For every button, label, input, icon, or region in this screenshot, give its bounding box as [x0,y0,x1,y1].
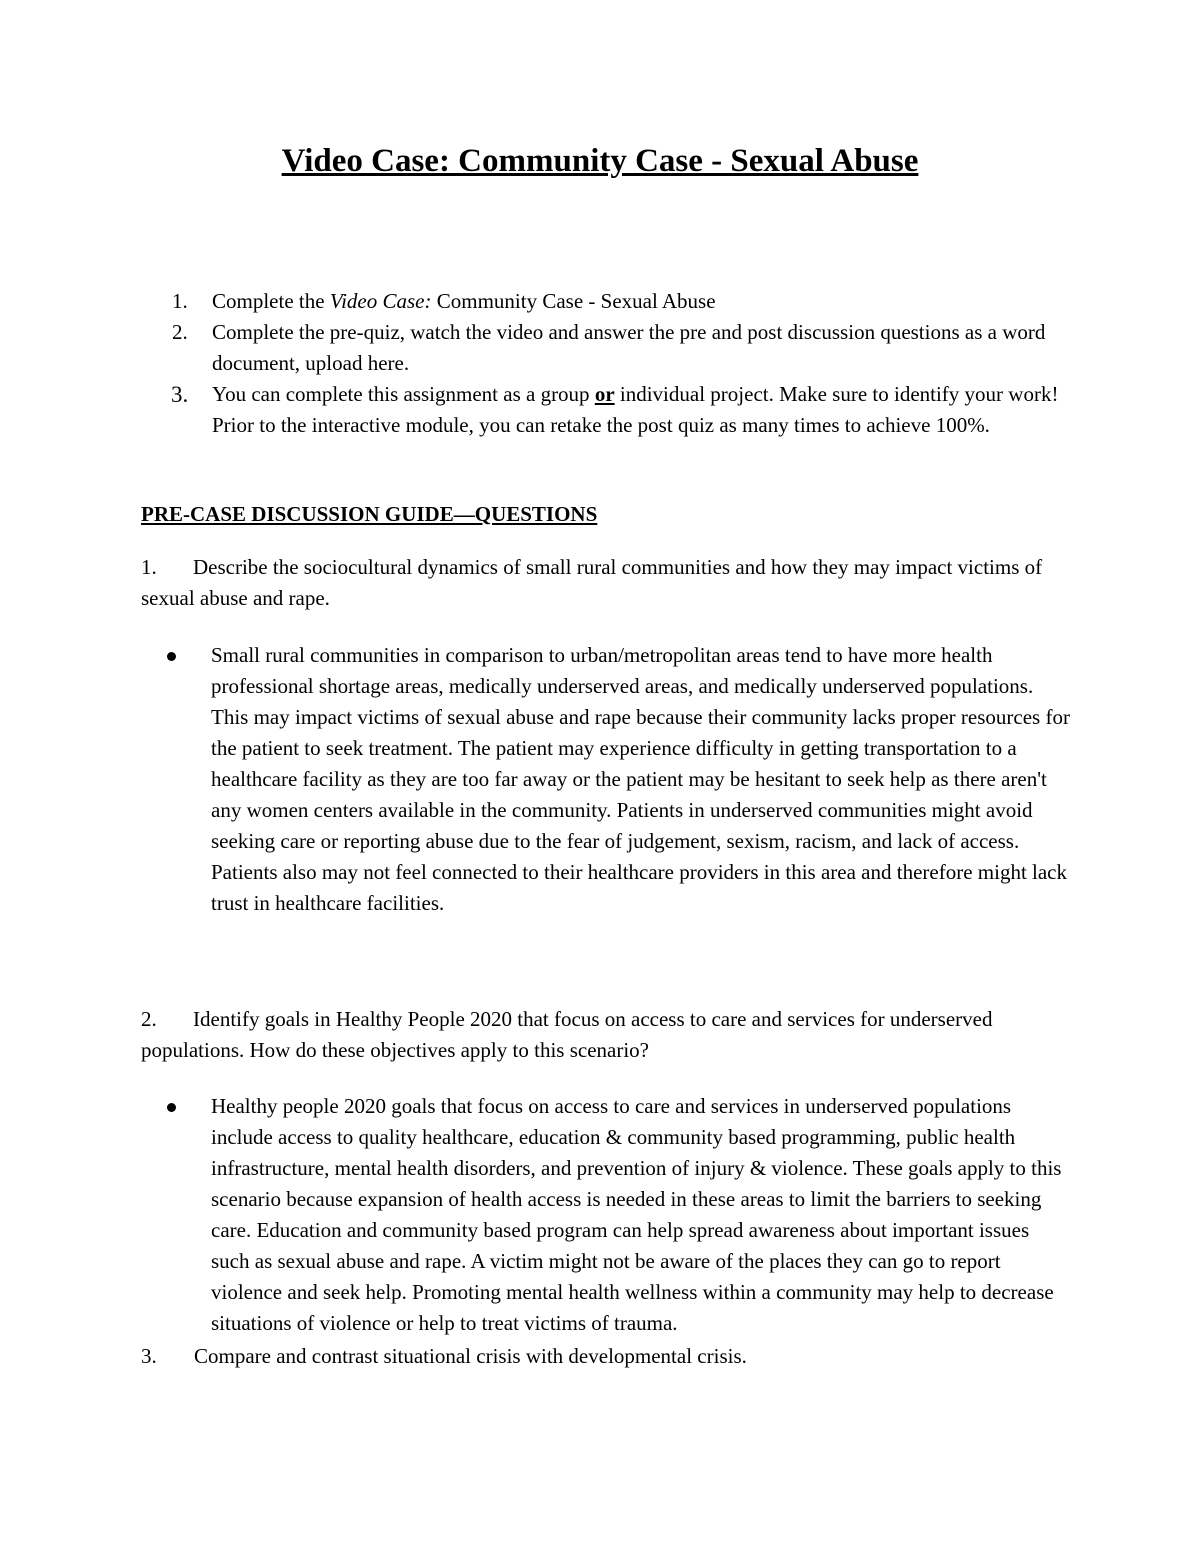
instruction-text: Complete the pre-quiz, watch the video and answer the pre and post discussion questions as a word document, upload here. [212,320,1046,375]
bullet-icon [167,652,176,661]
answer-1: Small rural communities in comparison to urban/metropolitan areas tend to have more health professional shortage areas, medically underserved areas, and medically underserved populations. This may impact victims of sexual abuse and rape because their community lacks proper resources for the patient to seek treatment. The patient may experience difficulty in getting transportation to a healthcare facility as they are too far away or the patient may be hesitant to seek help as there aren't any women centers available in the community. Patients in underserved communities might avoid seeking care or reporting abuse due to the fear of judgement, sexism, racism, and lack of access. Patients also may not feel connected to their healthcare providers in this area and therefore might lack trust in healthcare facilities. [211,643,1070,915]
instruction-italic-text: Video Case: [329,289,432,313]
instruction-number: 1. [172,289,188,313]
instruction-item [138,379,1078,441]
instruction-text: Complete the [212,289,330,313]
answer-2: Healthy people 2020 goals that focus on access to care and services in underserved populations include access to quality healthcare, education & community based programming, public health infrastructure, mental health disorders, and prevention of injury & violence. These goals apply to this scenario because expansion of health access is needed in these areas to limit the barriers to seeking care. Education and community based program can help spread awareness about important issues such as sexual abuse and rape. A victim might not be aware of the places they can go to report violence and seek help. Promoting mental health wellness within a community may help to decrease situations of violence or help to treat victims of trauma. [211,1094,1062,1335]
instruction-text: individual project. Make sure to identify your work! Prior to the interactive module, you can retake the post quiz as many times to achieve 100%. [212,382,1059,437]
instruction-number: 3. [171,382,189,407]
instruction-text: You can complete this assignment as a group [212,382,595,406]
question-text: Compare and contrast situational crisis with developmental crisis. [194,1344,747,1368]
question-number: 1. [141,555,157,579]
question-number: 3. [141,1344,157,1368]
question-number: 2. [141,1007,157,1031]
question-2 [141,1004,1081,1066]
question-text: Identify goals in Healthy People 2020 that focus on access to care and services for underserved populations. How do these objectives apply to this scenario? [141,1007,993,1062]
instruction-item [138,317,1078,379]
question-1 [141,552,1081,614]
document-title: Video Case: Community Case - Sexual Abuse [281,143,919,179]
instruction-list [138,286,1078,441]
section-heading: PRE-CASE DISCUSSION GUIDE—QUESTIONS [141,502,598,526]
instruction-text: Community Case - Sexual Abuse [431,289,716,313]
question-3 [141,1341,1081,1372]
bullet-icon [167,1103,176,1112]
instruction-emphasis: or [594,382,615,406]
instruction-number: 2. [172,320,188,344]
question-text: Describe the sociocultural dynamics of small rural communities and how they may impact victims of sexual abuse and rape. [141,555,1043,610]
instruction-item [138,286,1078,317]
